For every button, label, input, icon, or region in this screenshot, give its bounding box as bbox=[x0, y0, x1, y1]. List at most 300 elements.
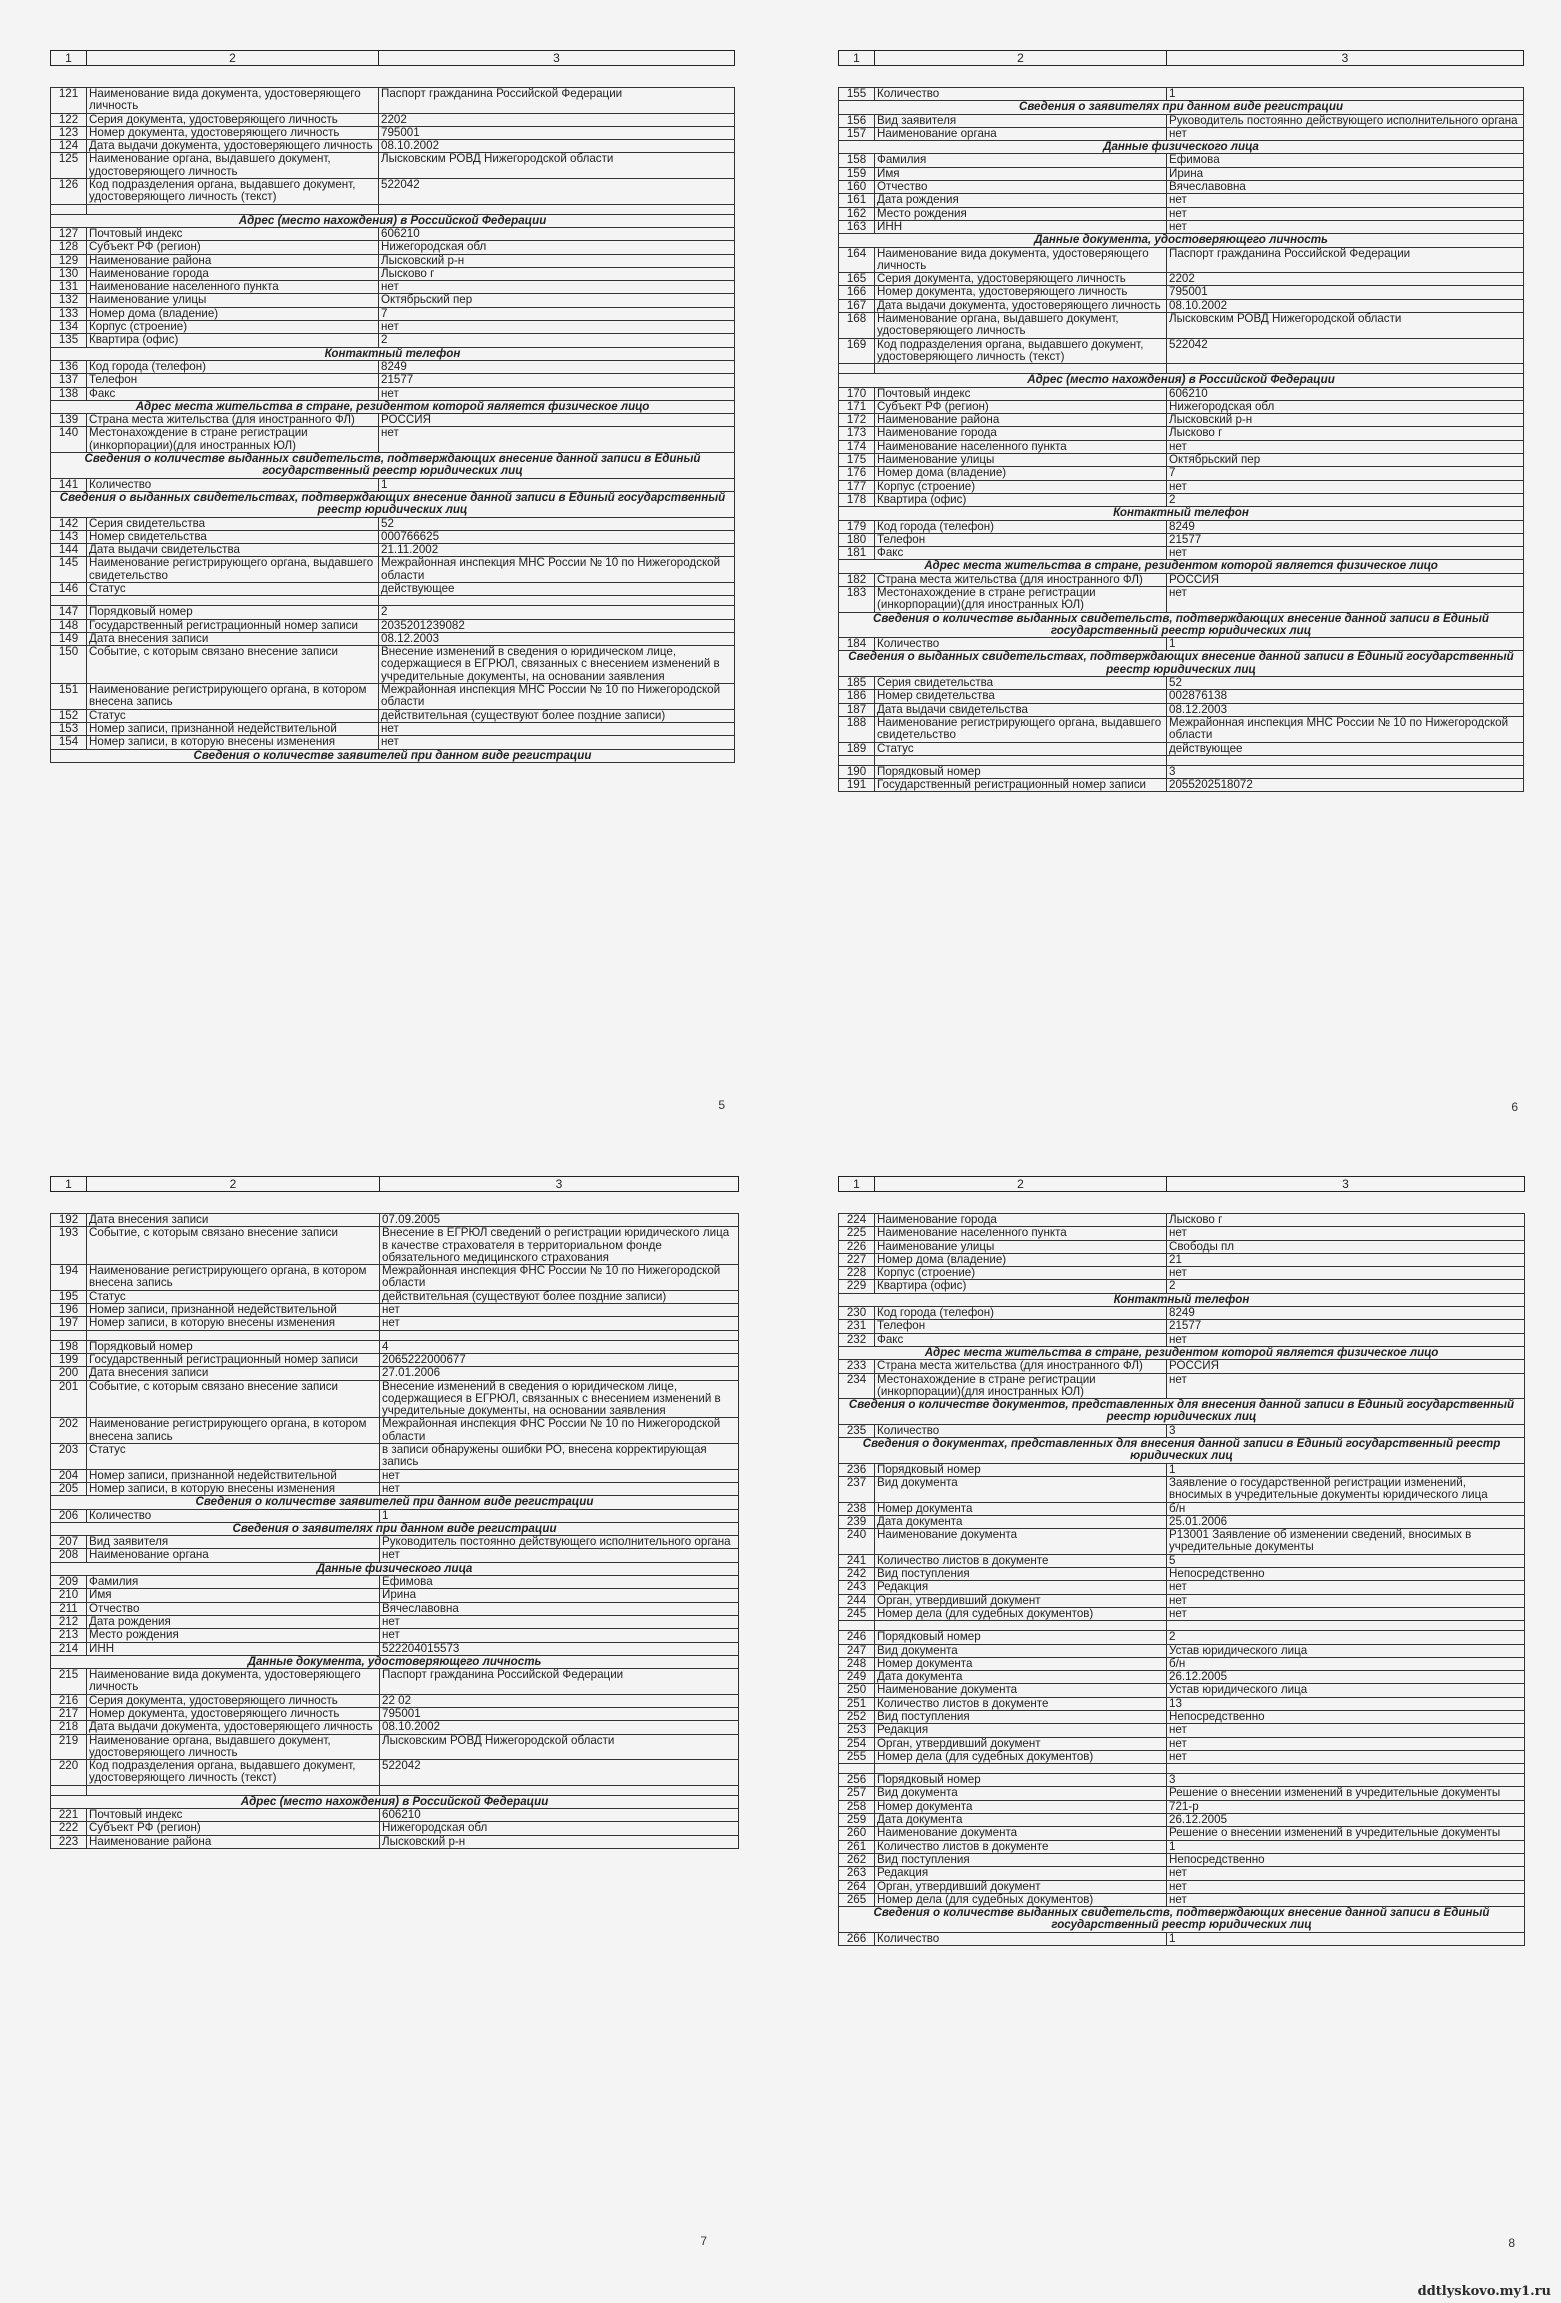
table-row bbox=[839, 677, 1524, 690]
field-name: Наименование района bbox=[875, 414, 1167, 427]
section-heading: Данные документа, удостоверяющего личность bbox=[51, 1655, 739, 1668]
field-value: 522042 bbox=[1167, 338, 1524, 364]
empty-cell bbox=[839, 1764, 875, 1774]
row-number: 161 bbox=[839, 194, 875, 207]
section-heading-row bbox=[839, 1293, 1525, 1306]
field-name: Код подразделения органа, выдавшего документ, удостоверяющего личность (текст) bbox=[87, 1760, 380, 1786]
row-number: 242 bbox=[839, 1568, 875, 1581]
section-heading: Сведения о количестве выданных свидетельств, подтверждающих внесение данной записи в Единый государственный реестр юридических лиц bbox=[839, 612, 1524, 638]
row-number: 174 bbox=[839, 440, 875, 453]
field-value: РОССИЯ bbox=[1167, 573, 1524, 586]
table-row bbox=[51, 1290, 739, 1303]
table-row bbox=[51, 294, 735, 307]
field-name: Порядковый номер bbox=[875, 1463, 1167, 1476]
table-row bbox=[839, 1333, 1525, 1346]
table-row bbox=[839, 1502, 1525, 1515]
field-name: Субъект РФ (регион) bbox=[875, 400, 1167, 413]
row-number: 133 bbox=[51, 307, 87, 320]
field-name: Номер дела (для судебных документов) bbox=[875, 1607, 1167, 1620]
field-value: 08.10.2002 bbox=[379, 140, 735, 153]
field-name: Наименование улицы bbox=[87, 294, 379, 307]
field-value: 1 bbox=[1167, 638, 1524, 651]
field-value: 000766625 bbox=[379, 530, 735, 543]
field-value: нет bbox=[1167, 1607, 1525, 1620]
field-name: Субъект РФ (регион) bbox=[87, 1822, 380, 1835]
row-number: 234 bbox=[839, 1373, 875, 1399]
field-value: б/н bbox=[1167, 1502, 1525, 1515]
field-name: Наименование регистрирующего органа, выдавшего свидетельство bbox=[875, 716, 1167, 742]
field-name: Количество bbox=[875, 88, 1167, 101]
section-heading-row bbox=[51, 1496, 739, 1509]
site-watermark: ddtlyskovo.my1.ru bbox=[1417, 2284, 1551, 2299]
row-number: 160 bbox=[839, 181, 875, 194]
table-row bbox=[839, 1787, 1525, 1800]
section-heading-row bbox=[839, 374, 1524, 387]
table-row bbox=[839, 114, 1524, 127]
field-value: 4 bbox=[380, 1340, 739, 1353]
table-row bbox=[51, 1214, 739, 1227]
row-number: 213 bbox=[51, 1629, 87, 1642]
field-value: 2202 bbox=[379, 113, 735, 126]
table-row bbox=[839, 1463, 1525, 1476]
field-name: Вид заявителя bbox=[87, 1536, 380, 1549]
table-row bbox=[51, 387, 735, 400]
table-row bbox=[839, 1840, 1525, 1853]
field-value: 26.12.2005 bbox=[1167, 1814, 1525, 1827]
table-row bbox=[839, 1827, 1525, 1840]
row-number: 201 bbox=[51, 1380, 87, 1418]
row-number: 258 bbox=[839, 1800, 875, 1813]
row-number: 197 bbox=[51, 1317, 87, 1330]
field-value: 21577 bbox=[1167, 1320, 1525, 1333]
row-number: 156 bbox=[839, 114, 875, 127]
field-value: 08.12.2003 bbox=[1167, 703, 1524, 716]
field-value: 13 bbox=[1167, 1697, 1525, 1710]
row-number: 200 bbox=[51, 1367, 87, 1380]
field-name: Количество bbox=[875, 1932, 1167, 1945]
table-row bbox=[839, 573, 1524, 586]
table-spacer-row bbox=[839, 755, 1524, 765]
table-row bbox=[51, 126, 735, 139]
row-number: 223 bbox=[51, 1835, 87, 1848]
row-number: 122 bbox=[51, 113, 87, 126]
field-name: Дата выдачи документа, удостоверяющего личность bbox=[87, 140, 379, 153]
empty-cell bbox=[839, 755, 875, 765]
field-value: 08.12.2003 bbox=[379, 632, 735, 645]
row-number: 207 bbox=[51, 1536, 87, 1549]
column-header-2: 2 bbox=[87, 51, 379, 65]
empty-cell bbox=[1167, 1764, 1525, 1774]
table-row bbox=[51, 1809, 739, 1822]
field-value: нет bbox=[379, 427, 735, 453]
row-number: 228 bbox=[839, 1267, 875, 1280]
field-value: 606210 bbox=[380, 1809, 739, 1822]
field-value: б/н bbox=[1167, 1657, 1525, 1670]
table-row bbox=[839, 1214, 1525, 1227]
section-heading: Данные документа, удостоверяющего личность bbox=[839, 234, 1524, 247]
page-number: 6 bbox=[1511, 1100, 1518, 1114]
row-number: 227 bbox=[839, 1253, 875, 1266]
table-row bbox=[839, 716, 1524, 742]
section-heading-row bbox=[839, 560, 1524, 573]
field-value: нет bbox=[1167, 1581, 1525, 1594]
field-name: Наименование органа bbox=[875, 127, 1167, 140]
row-number: 153 bbox=[51, 722, 87, 735]
document-page-8 bbox=[838, 1176, 1525, 2276]
field-name: Наименование населенного пункта bbox=[875, 1227, 1167, 1240]
column-header bbox=[838, 1176, 1525, 1192]
field-value: Межрайонная инспекция МНС России № 10 по Нижегородской области bbox=[379, 684, 735, 710]
table-row bbox=[839, 1867, 1525, 1880]
field-value: 8249 bbox=[1167, 520, 1524, 533]
table-row bbox=[51, 517, 735, 530]
field-value: 1 bbox=[1167, 1932, 1525, 1945]
field-name: Факс bbox=[875, 547, 1167, 560]
table-row bbox=[839, 1893, 1525, 1906]
section-heading-row bbox=[839, 507, 1524, 520]
table-row bbox=[51, 1642, 739, 1655]
table-spacer-row bbox=[51, 204, 735, 214]
table-row bbox=[51, 281, 735, 294]
row-number: 187 bbox=[839, 703, 875, 716]
table-row bbox=[51, 1760, 739, 1786]
field-value: нет bbox=[1167, 1227, 1525, 1240]
section-heading-row bbox=[51, 1562, 739, 1575]
field-name: Корпус (строение) bbox=[875, 480, 1167, 493]
table-row bbox=[839, 1594, 1525, 1607]
page-number: 5 bbox=[718, 1098, 725, 1112]
section-heading: Адрес (место нахождения) в Российской Федерации bbox=[51, 1795, 739, 1808]
field-value: Лысково г bbox=[379, 267, 735, 280]
field-value: нет bbox=[380, 1482, 739, 1495]
row-number: 245 bbox=[839, 1607, 875, 1620]
field-value: 52 bbox=[1167, 677, 1524, 690]
section-heading: Контактный телефон bbox=[839, 1293, 1525, 1306]
field-value: нет bbox=[1167, 1880, 1525, 1893]
table-row bbox=[51, 646, 735, 684]
section-heading-row bbox=[51, 749, 735, 762]
field-name: Наименование органа, выдавшего документ, удостоверяющего личность bbox=[87, 1734, 380, 1760]
table-row bbox=[51, 307, 735, 320]
field-value: 1 bbox=[1167, 1463, 1525, 1476]
table-row bbox=[839, 387, 1524, 400]
row-number: 226 bbox=[839, 1240, 875, 1253]
field-value: 26.12.2005 bbox=[1167, 1671, 1525, 1684]
field-value: Вячеславовна bbox=[1167, 181, 1524, 194]
table-row bbox=[51, 179, 735, 205]
row-number: 128 bbox=[51, 241, 87, 254]
row-number: 266 bbox=[839, 1932, 875, 1945]
section-heading-row bbox=[839, 234, 1524, 247]
empty-cell bbox=[379, 204, 735, 214]
field-value: 7 bbox=[379, 307, 735, 320]
field-value: 2 bbox=[1167, 1631, 1525, 1644]
page-number: 7 bbox=[700, 2234, 707, 2248]
field-name: Событие, с которым связано внесение записи bbox=[87, 1227, 380, 1265]
field-value: Ефимова bbox=[380, 1576, 739, 1589]
field-value: нет bbox=[380, 1629, 739, 1642]
table-row bbox=[51, 1734, 739, 1760]
row-number: 158 bbox=[839, 154, 875, 167]
field-value: 2055202518072 bbox=[1167, 779, 1524, 792]
column-header bbox=[50, 1176, 739, 1192]
row-number: 249 bbox=[839, 1671, 875, 1684]
row-number: 218 bbox=[51, 1721, 87, 1734]
row-number: 212 bbox=[51, 1615, 87, 1628]
row-number: 171 bbox=[839, 400, 875, 413]
field-value: нет bbox=[380, 1469, 739, 1482]
row-number: 165 bbox=[839, 273, 875, 286]
column-header-1: 1 bbox=[839, 51, 875, 65]
row-number: 125 bbox=[51, 153, 87, 179]
section-heading-row bbox=[839, 651, 1524, 677]
table-spacer-row bbox=[51, 596, 735, 606]
section-heading-row bbox=[51, 1522, 739, 1535]
row-number: 231 bbox=[839, 1320, 875, 1333]
column-header-3: 3 bbox=[1342, 1177, 1349, 1191]
section-heading-row bbox=[51, 1795, 739, 1808]
row-number: 256 bbox=[839, 1774, 875, 1787]
field-name: Местонахождение в стране регистрации (инкорпорации)(для иностранных ЮЛ) bbox=[875, 1373, 1167, 1399]
table-row bbox=[839, 167, 1524, 180]
table-row bbox=[839, 742, 1524, 755]
table-row bbox=[839, 247, 1524, 273]
field-name: Статус bbox=[87, 709, 379, 722]
field-name: Наименование вида документа, удостоверяющего личность bbox=[87, 1669, 380, 1695]
table-row bbox=[839, 299, 1524, 312]
column-header-1: 1 bbox=[51, 1177, 87, 1191]
field-name: Наименование регистрирующего органа, в котором внесена запись bbox=[87, 1418, 380, 1444]
field-value: нет bbox=[1167, 1867, 1525, 1880]
section-heading-row bbox=[839, 141, 1524, 154]
row-number: 193 bbox=[51, 1227, 87, 1265]
section-heading-row bbox=[51, 491, 735, 517]
section-heading: Данные физического лица bbox=[839, 141, 1524, 154]
row-number: 181 bbox=[839, 547, 875, 560]
field-value: действующее bbox=[379, 582, 735, 595]
field-name: Номер дома (владение) bbox=[87, 307, 379, 320]
empty-cell bbox=[875, 364, 1167, 374]
empty-cell bbox=[839, 1621, 875, 1631]
field-value: 8249 bbox=[379, 360, 735, 373]
row-number: 194 bbox=[51, 1265, 87, 1291]
table-row bbox=[51, 427, 735, 453]
table-row bbox=[839, 88, 1524, 101]
row-number: 259 bbox=[839, 1814, 875, 1827]
field-value: Лысковский р-н bbox=[1167, 414, 1524, 427]
field-name: Количество bbox=[875, 638, 1167, 651]
field-name: Дата выдачи документа, удостоверяющего личность bbox=[87, 1721, 380, 1734]
row-number: 220 bbox=[51, 1760, 87, 1786]
field-value: Нижегородская обл bbox=[1167, 400, 1524, 413]
row-number: 230 bbox=[839, 1307, 875, 1320]
table-row bbox=[51, 736, 735, 749]
table-row bbox=[839, 154, 1524, 167]
table-row bbox=[51, 321, 735, 334]
field-value: Паспорт гражданина Российской Федерации bbox=[1167, 247, 1524, 273]
field-name: Место рождения bbox=[87, 1629, 380, 1642]
field-name: Вид документа bbox=[875, 1476, 1167, 1502]
table-row bbox=[839, 1515, 1525, 1528]
field-name: Серия документа, удостоверяющего личность bbox=[87, 1694, 380, 1707]
field-name: Номер записи, в которую внесены изменения bbox=[87, 1317, 380, 1330]
table-row bbox=[51, 1367, 739, 1380]
section-heading: Сведения о документах, представленных для внесения данной записи в Единый государственный реестр юридических лиц bbox=[839, 1438, 1525, 1464]
row-number: 206 bbox=[51, 1509, 87, 1522]
field-value: нет bbox=[1167, 1373, 1525, 1399]
field-name: Государственный регистрационный номер записи bbox=[87, 1353, 380, 1366]
field-name: Номер дела (для судебных документов) bbox=[875, 1893, 1167, 1906]
empty-cell bbox=[839, 364, 875, 374]
document-page-5 bbox=[50, 50, 735, 1130]
field-value: нет bbox=[1167, 1333, 1525, 1346]
field-value: 08.10.2002 bbox=[1167, 299, 1524, 312]
section-heading-row bbox=[839, 1346, 1525, 1359]
field-name: Факс bbox=[875, 1333, 1167, 1346]
field-value: 795001 bbox=[1167, 286, 1524, 299]
field-value: Межрайонная инспекция МНС России № 10 по Нижегородской области bbox=[379, 557, 735, 583]
field-name: Государственный регистрационный номер записи bbox=[87, 619, 379, 632]
field-value: нет bbox=[1167, 1724, 1525, 1737]
table-row bbox=[51, 582, 735, 595]
table-row bbox=[51, 1549, 739, 1562]
section-heading-row bbox=[839, 1399, 1525, 1425]
table-row bbox=[51, 1629, 739, 1642]
row-number: 184 bbox=[839, 638, 875, 651]
field-value: 522042 bbox=[380, 1760, 739, 1786]
field-value: 3 bbox=[1167, 1774, 1525, 1787]
table-row bbox=[839, 194, 1524, 207]
field-name: Наименование органа bbox=[87, 1549, 380, 1562]
row-number: 241 bbox=[839, 1554, 875, 1567]
registry-table bbox=[50, 87, 735, 763]
field-value: Решение о внесении изменений в учредительные документы bbox=[1167, 1827, 1525, 1840]
field-name: Квартира (офис) bbox=[875, 1280, 1167, 1293]
field-name: Дата документа bbox=[875, 1515, 1167, 1528]
field-value: Руководитель постоянно действующего исполнительного органа bbox=[380, 1536, 739, 1549]
row-number: 199 bbox=[51, 1353, 87, 1366]
row-number: 204 bbox=[51, 1469, 87, 1482]
table-row bbox=[839, 414, 1524, 427]
table-row bbox=[51, 709, 735, 722]
row-number: 141 bbox=[51, 478, 87, 491]
section-heading: Сведения о количестве заявителей при данном виде регистрации bbox=[51, 749, 735, 762]
table-row bbox=[51, 1822, 739, 1835]
field-name: Серия свидетельства bbox=[875, 677, 1167, 690]
empty-cell bbox=[51, 1785, 87, 1795]
row-number: 257 bbox=[839, 1787, 875, 1800]
field-value: Ефимова bbox=[1167, 154, 1524, 167]
row-number: 224 bbox=[839, 1214, 875, 1227]
field-name: Номер записи, в которую внесены изменения bbox=[87, 1482, 380, 1495]
row-number: 198 bbox=[51, 1340, 87, 1353]
table-row bbox=[839, 1568, 1525, 1581]
field-value: 2 bbox=[379, 606, 735, 619]
field-name: Дата рождения bbox=[875, 194, 1167, 207]
field-name: Наименование вида документа, удостоверяющего личность bbox=[875, 247, 1167, 273]
field-value: Внесение изменений в сведения о юридическом лице, содержащиеся в ЕГРЮЛ, связанных с внесением изменений в учредительные документы, на основании заявления bbox=[379, 646, 735, 684]
field-name: Вид поступления bbox=[875, 1853, 1167, 1866]
row-number: 179 bbox=[839, 520, 875, 533]
field-name: Орган, утвердивший документ bbox=[875, 1880, 1167, 1893]
row-number: 205 bbox=[51, 1482, 87, 1495]
field-value: 07.09.2005 bbox=[380, 1214, 739, 1227]
field-name: Наименование вида документа, удостоверяющего личность bbox=[87, 88, 379, 114]
table-row bbox=[839, 1631, 1525, 1644]
field-value: нет bbox=[1167, 207, 1524, 220]
row-number: 229 bbox=[839, 1280, 875, 1293]
field-value: 721-р bbox=[1167, 1800, 1525, 1813]
field-name: Наименование улицы bbox=[875, 454, 1167, 467]
field-name: Номер дома (владение) bbox=[875, 467, 1167, 480]
field-value: нет bbox=[1167, 586, 1524, 612]
row-number: 208 bbox=[51, 1549, 87, 1562]
field-value: нет bbox=[379, 321, 735, 334]
field-value: 2202 bbox=[1167, 273, 1524, 286]
field-name: Фамилия bbox=[875, 154, 1167, 167]
field-value: нет bbox=[380, 1549, 739, 1562]
field-name: Дата внесения записи bbox=[87, 1367, 380, 1380]
row-number: 190 bbox=[839, 765, 875, 778]
table-row bbox=[839, 127, 1524, 140]
row-number: 191 bbox=[839, 779, 875, 792]
field-name: Количество bbox=[87, 478, 379, 491]
field-name: ИНН bbox=[87, 1642, 380, 1655]
table-row bbox=[51, 1576, 739, 1589]
row-number: 255 bbox=[839, 1750, 875, 1763]
table-row bbox=[839, 1360, 1525, 1373]
field-name: Местонахождение в стране регистрации (инкорпорации)(для иностранных ЮЛ) bbox=[875, 586, 1167, 612]
row-number: 210 bbox=[51, 1589, 87, 1602]
row-number: 240 bbox=[839, 1529, 875, 1555]
field-name: Номер записи, в которую внесены изменения bbox=[87, 736, 379, 749]
table-row bbox=[51, 88, 735, 114]
row-number: 123 bbox=[51, 126, 87, 139]
field-name: Отчество bbox=[875, 181, 1167, 194]
table-row bbox=[839, 703, 1524, 716]
field-value: 522042 bbox=[379, 179, 735, 205]
table-row bbox=[839, 1853, 1525, 1866]
row-number: 251 bbox=[839, 1697, 875, 1710]
table-row bbox=[51, 1602, 739, 1615]
section-heading: Адрес места жительства в стране, резидентом которой является физическое лицо bbox=[51, 400, 735, 413]
field-value: нет bbox=[380, 1304, 739, 1317]
field-name: Порядковый номер bbox=[875, 765, 1167, 778]
row-number: 195 bbox=[51, 1290, 87, 1303]
field-value: 795001 bbox=[379, 126, 735, 139]
field-name: Наименование документа bbox=[875, 1684, 1167, 1697]
field-name: Количество bbox=[875, 1424, 1167, 1437]
row-number: 124 bbox=[51, 140, 87, 153]
table-row bbox=[839, 1581, 1525, 1594]
field-name: Вид документа bbox=[875, 1787, 1167, 1800]
field-value: Нижегородская обл bbox=[380, 1822, 739, 1835]
field-name: Наименование органа, выдавшего документ, удостоверяющего личность bbox=[87, 153, 379, 179]
row-number: 121 bbox=[51, 88, 87, 114]
row-number: 170 bbox=[839, 387, 875, 400]
field-name: Телефон bbox=[87, 374, 379, 387]
field-name: Серия документа, удостоверяющего личность bbox=[87, 113, 379, 126]
table-row bbox=[839, 1657, 1525, 1670]
field-name: Наименование населенного пункта bbox=[87, 281, 379, 294]
field-name: Имя bbox=[87, 1589, 380, 1602]
field-name: Факс bbox=[87, 387, 379, 400]
field-name: Событие, с которым связано внесение записи bbox=[87, 646, 379, 684]
table-row bbox=[51, 1482, 739, 1495]
field-name: Вид поступления bbox=[875, 1568, 1167, 1581]
field-value: 2035201239082 bbox=[379, 619, 735, 632]
field-name: Порядковый номер bbox=[875, 1774, 1167, 1787]
